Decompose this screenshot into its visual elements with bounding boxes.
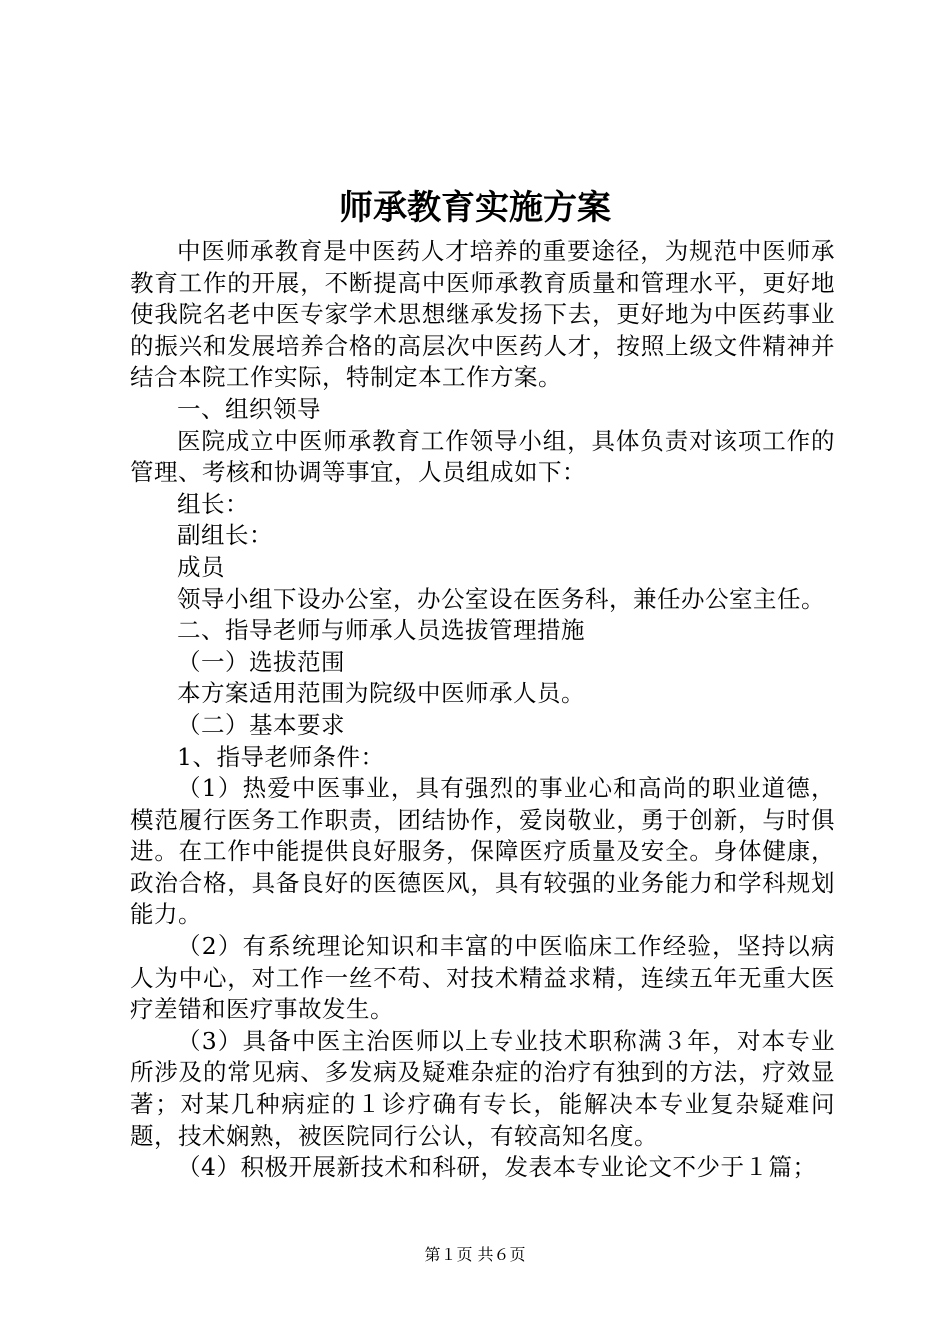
paragraph-condition-3: （3）具备中医主治医师以上专业技术职称满３年，对本专业所涉及的常见病、多发病及疑难杂症的治疗有独到的方法，疗效显著；对某几种病症的１诊疗确有专长，能解决本专业复杂疑难问题，技术娴熟，被医院同行公认，有较高知名度。 — [130, 1026, 835, 1150]
paragraph-scope: 本方案适用范围为院级中医师承人员。 — [177, 679, 585, 708]
subsection-heading-requirements: （二）基本要求 — [177, 710, 345, 739]
paragraph-members: 成员 — [177, 552, 225, 581]
section-heading-selection: 二、指导老师与师承人员选拔管理措施 — [177, 616, 585, 645]
paragraph-condition-2: （2）有系统理论知识和丰富的中医临床工作经验，坚持以病人为中心，对工作一丝不苟、对技术精益求精，连续五年无重大医疗差错和医疗事故发生。 — [130, 932, 835, 1024]
document-body — [130, 236, 835, 1184]
paragraph-teacher-conditions: 1、指导老师条件： — [177, 742, 385, 771]
paragraph-condition-1: （1）热爱中医事业，具有强烈的事业心和高尚的职业道德，模范履行医务工作职责，团结协作，爱岗敬业，勇于创新，与时俱进。在工作中能提供良好服务，保障医疗质量及安全。身体健康，政治合格，具备良好的医德医风，具有较强的业务能力和学科规划能力。 — [130, 774, 835, 929]
page-number-footer: 第１页 共６页 — [424, 1245, 526, 1264]
paragraph-intro: 中医师承教育是中医药人才培养的重要途径，为规范中医师承教育工作的开展，不断提高中医师承教育质量和管理水平，更好地使我院名老中医专家学术思想继承发扬下去，更好地为中医药事业的振兴和发展培养合格的高层次中医药人才，按照上级文件精神并结合本院工作实际，特制定本工作方案。 — [130, 237, 835, 392]
document-title: 师承教育实施方案 — [339, 188, 611, 228]
paragraph-group-leader: 组长： — [177, 489, 249, 518]
subsection-heading-scope: （一）选拔范围 — [177, 647, 345, 676]
paragraph-leadership-group: 医院成立中医师承教育工作领导小组，具体负责对该项工作的管理、考核和协调等事宜，人员组成如下： — [130, 426, 835, 487]
paragraph-condition-4: （4）积极开展新技术和科研，发表本专业论文不少于１篇； — [177, 1153, 817, 1182]
paragraph-deputy-leader: 副组长： — [177, 521, 273, 550]
section-heading-organization: 一、组织领导 — [177, 394, 321, 423]
paragraph-office: 领导小组下设办公室，办公室设在医务科，兼任办公室主任。 — [177, 584, 825, 613]
